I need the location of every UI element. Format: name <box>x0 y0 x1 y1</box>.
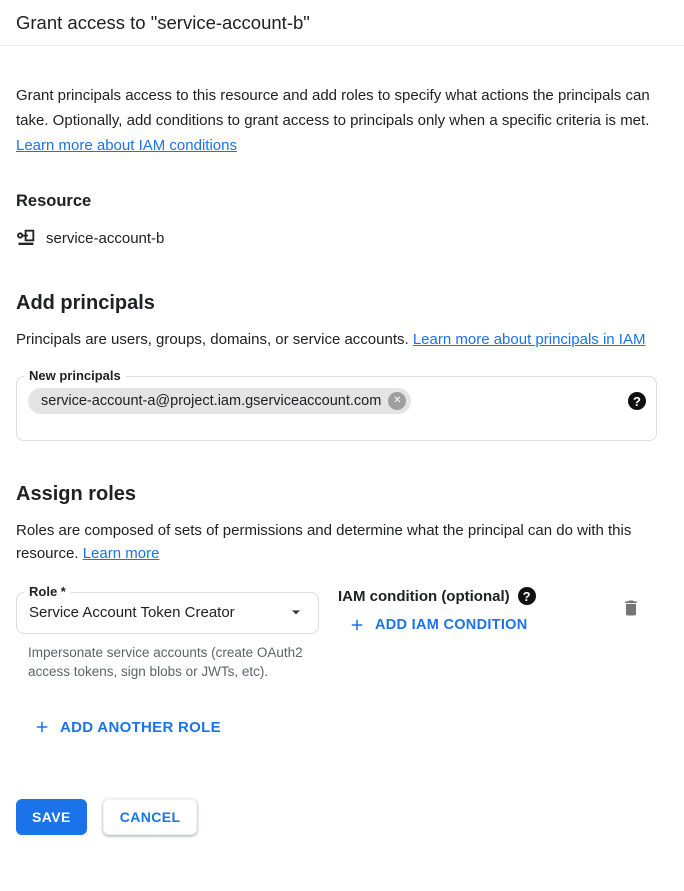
iam-condition-column <box>338 584 536 639</box>
iam-condition-label: IAM condition (optional) <box>338 587 510 605</box>
resource-heading: Resource <box>16 192 92 210</box>
iam-condition-label-row <box>338 587 536 605</box>
roles-description <box>16 519 668 565</box>
principals-help-button[interactable] <box>628 392 646 410</box>
role-column <box>16 584 319 681</box>
role-value-row[interactable] <box>17 600 318 633</box>
resource-row <box>16 228 668 248</box>
principals-description-text: Principals are users, groups, domains, or service accounts. <box>16 331 413 348</box>
intro-paragraph <box>16 83 668 158</box>
principal-chip-text: service-account-a@project.iam.gserviceaccount.com <box>41 393 382 409</box>
trash-icon <box>621 598 641 621</box>
role-selected-value: Service Account Token Creator <box>29 603 235 621</box>
add-another-role-button[interactable] <box>25 714 229 740</box>
help-icon: ? <box>522 588 531 604</box>
role-help-text: Impersonate service accounts (create OAuth2 access tokens, sign blobs or JWTs, etc). <box>28 645 303 679</box>
close-icon: ✕ <box>393 395 402 406</box>
role-label: Role * <box>29 584 66 599</box>
plus-icon <box>348 616 366 634</box>
delete-role-button[interactable] <box>621 598 641 621</box>
service-account-icon <box>16 228 36 248</box>
learn-more-principals-link[interactable]: Learn more about principals in IAM <box>412 331 646 348</box>
roles-description-text: Roles are composed of sets of permissions and determine what the principal can do with this resource. <box>16 522 632 562</box>
page-title: Grant access to "service-account-b" <box>16 12 310 33</box>
roles-learn-more-link[interactable]: Learn more <box>82 545 160 562</box>
help-icon: ? <box>633 393 641 409</box>
chip-remove-button[interactable] <box>388 392 406 410</box>
principals-description <box>16 328 668 351</box>
add-principals-heading: Add principals <box>16 292 155 314</box>
add-iam-condition-label: ADD IAM CONDITION <box>375 617 528 633</box>
role-select[interactable] <box>16 584 319 634</box>
dialog-actions <box>16 799 668 835</box>
iam-condition-help-button[interactable] <box>518 587 536 605</box>
add-iam-condition-button[interactable] <box>340 612 536 638</box>
intro-text: Grant principals access to this resource and add roles to specify what actions the principals can take. Optionally, add conditions to grant access to principals only when a specific criteria is met. <box>16 87 650 129</box>
save-button[interactable]: SAVE <box>16 799 87 835</box>
learn-more-iam-conditions-link[interactable]: Learn more about IAM conditions <box>16 137 237 154</box>
new-principals-label: New principals <box>29 368 121 383</box>
dialog-header <box>0 0 684 46</box>
chevron-down-icon <box>286 602 306 622</box>
cancel-button[interactable]: CANCEL <box>103 799 198 835</box>
plus-icon <box>33 718 51 736</box>
principal-chip <box>28 388 411 414</box>
assign-roles-heading: Assign roles <box>16 483 137 505</box>
dialog-body <box>0 83 684 851</box>
new-principals-field[interactable] <box>16 368 657 441</box>
add-another-role-label: ADD ANOTHER ROLE <box>60 718 221 736</box>
resource-name: service-account-b <box>46 229 165 247</box>
role-row <box>16 584 668 681</box>
new-principals-input-area[interactable] <box>17 384 656 440</box>
